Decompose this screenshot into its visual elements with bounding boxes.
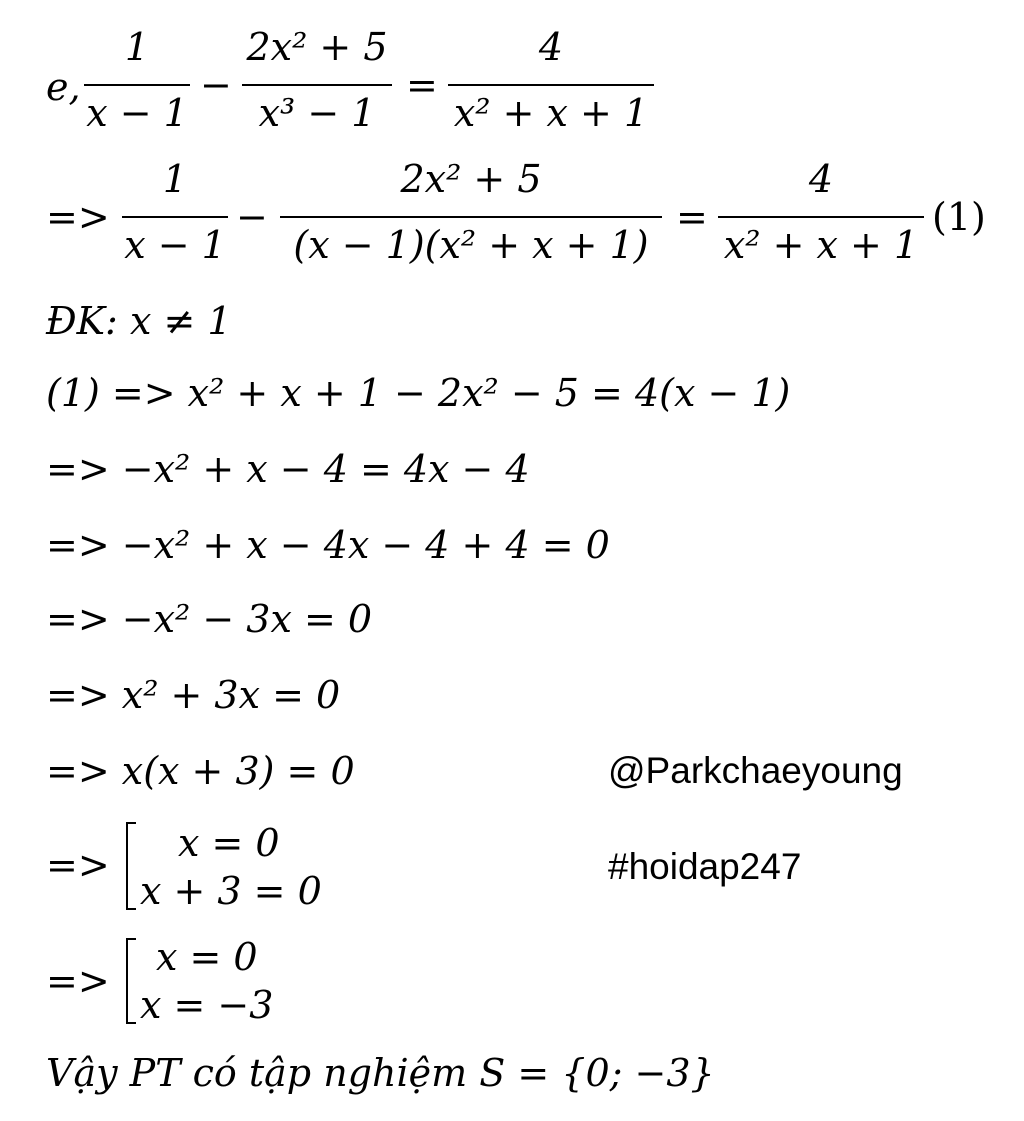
equals-sign: = <box>676 195 708 239</box>
numerator: 4 <box>808 157 834 201</box>
step-line: => x² + 3x = 0 <box>46 673 341 717</box>
fraction-2 <box>280 157 662 270</box>
equals-sign: = <box>406 63 438 107</box>
fraction-bar <box>84 84 190 86</box>
numerator: 2x² + 5 <box>400 157 542 201</box>
fraction-bar <box>448 84 654 86</box>
step-line: => −x² + x − 4x − 4 + 4 = 0 <box>46 523 610 567</box>
fraction-3 <box>718 157 924 270</box>
fraction-bar <box>718 216 924 218</box>
equation-tag: (1) <box>932 195 986 239</box>
author-note: @Parkchaeyoung <box>608 750 903 791</box>
implies-arrow: => <box>46 843 110 887</box>
minus-sign: − <box>236 195 268 239</box>
bracket-icon <box>126 938 136 1024</box>
fraction-3 <box>448 25 654 138</box>
step-line: => x(x + 3) = 0 <box>46 749 355 793</box>
conclusion-line: Vậy PT có tập nghiệm S = {0; −3} <box>46 1051 715 1095</box>
step-line: => −x² − 3x = 0 <box>46 597 373 641</box>
site-tag: #hoidap247 <box>608 846 802 887</box>
fraction-1 <box>122 157 228 270</box>
item-label: e, <box>46 65 81 109</box>
denominator: x³ − 1 <box>258 91 376 135</box>
denominator: x − 1 <box>124 223 226 267</box>
condition-line: ĐK: x ≠ 1 <box>46 299 232 343</box>
bracket-icon <box>126 822 136 910</box>
denominator: x − 1 <box>86 91 188 135</box>
system-top: x = 0 <box>178 821 280 865</box>
fraction-bar <box>122 216 228 218</box>
denominator: x² + x + 1 <box>723 223 919 267</box>
system-bottom: x + 3 = 0 <box>140 869 322 913</box>
fraction-1 <box>84 25 190 138</box>
numerator: 4 <box>538 25 564 69</box>
step-line: => −x² + x − 4 = 4x − 4 <box>46 447 530 491</box>
numerator: 1 <box>162 157 188 201</box>
numerator: 1 <box>124 25 150 69</box>
fraction-bar <box>280 216 662 218</box>
implies-arrow: => <box>46 959 110 1003</box>
system-top: x = 0 <box>156 935 258 979</box>
step-line: (1) => x² + x + 1 − 2x² − 5 = 4(x − 1) <box>46 371 791 415</box>
fraction-2 <box>242 25 392 138</box>
numerator: 2x² + 5 <box>246 25 388 69</box>
fraction-bar <box>242 84 392 86</box>
implies-arrow: => <box>46 195 110 239</box>
denominator: x² + x + 1 <box>453 91 649 135</box>
system-bottom: x = −3 <box>140 983 274 1027</box>
denominator: (x − 1)(x² + x + 1) <box>293 223 649 267</box>
minus-sign: − <box>200 63 232 107</box>
